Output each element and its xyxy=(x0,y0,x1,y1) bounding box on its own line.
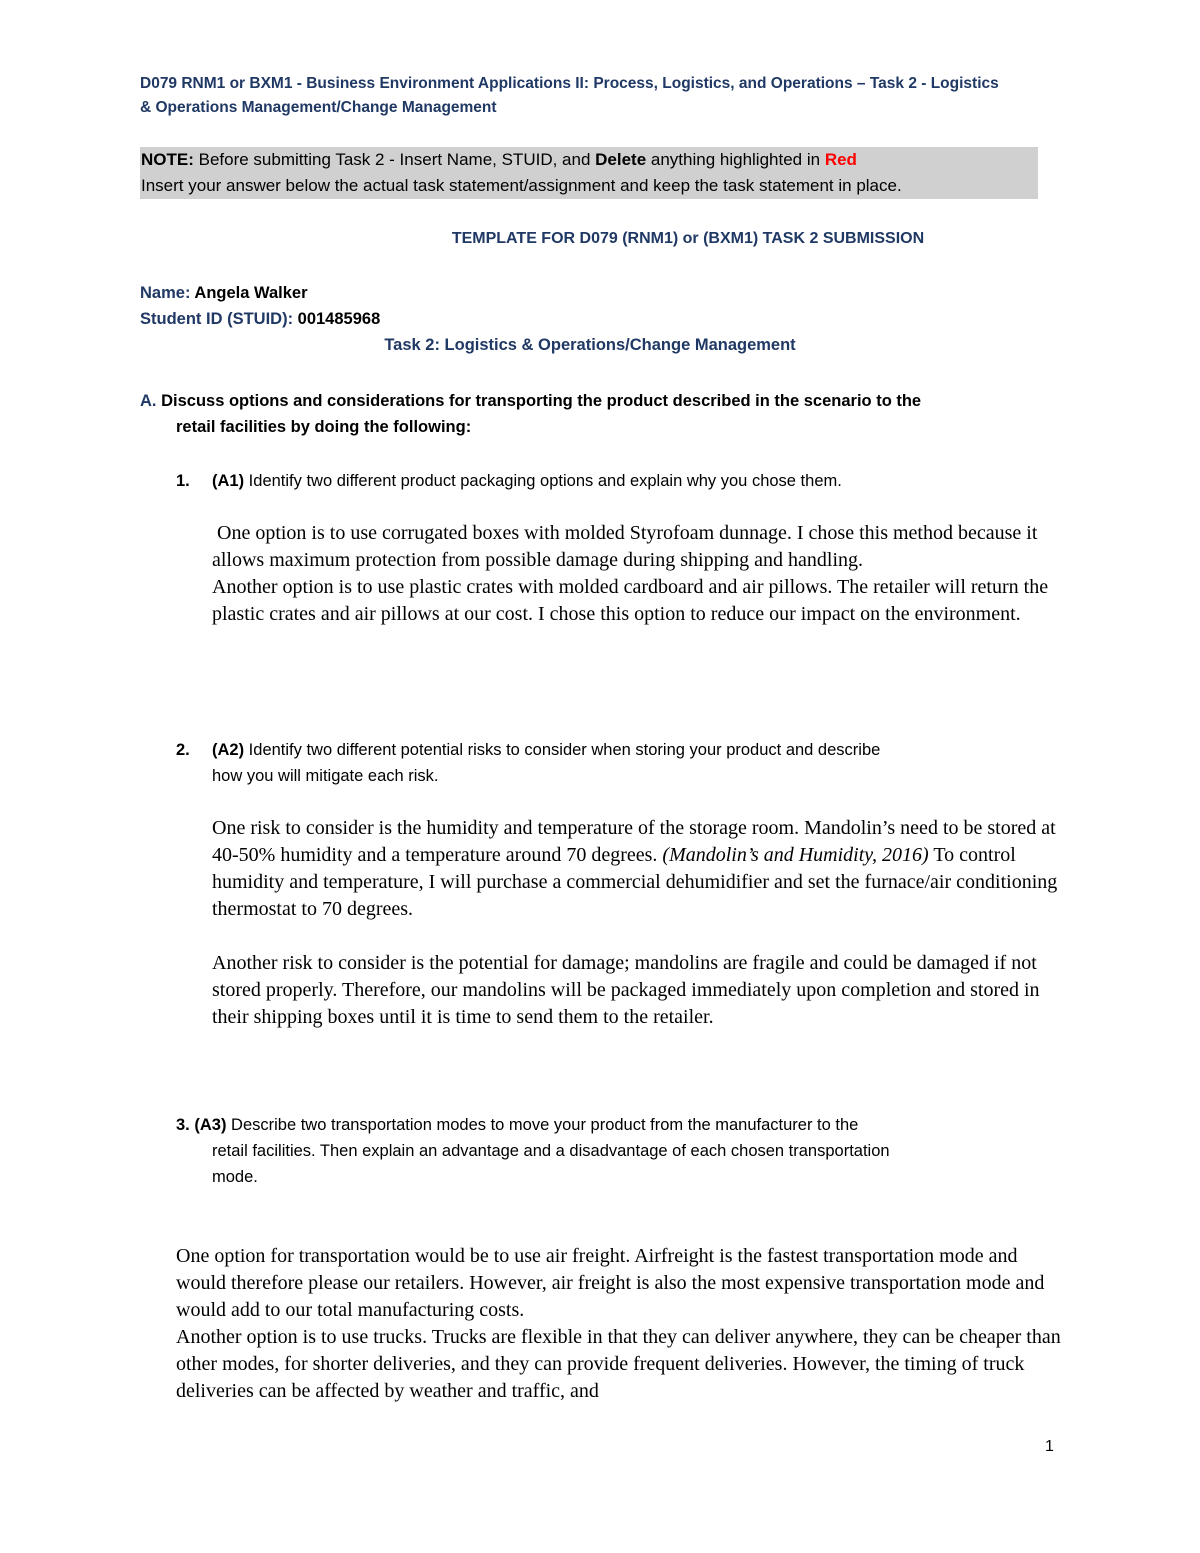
section-a-line1 xyxy=(140,388,921,414)
q3-prompt-line2: retail facilities. Then explain an advantage and a disadvantage of each chosen transportation xyxy=(212,1142,890,1160)
q3-code: (A3) xyxy=(194,1116,227,1134)
q1-answer-paragraph: Another option is to use plastic crates with molded cardboard and air pillows. The retailer will return the plastic crates and air pillows at our cost. I chose this option to reduce our impact on the environment. xyxy=(212,576,1049,625)
q2-answer-2 xyxy=(212,950,1062,1031)
section-a-prompt-1: Discuss options and considerations for transporting the product described in the scenario to the xyxy=(161,392,922,410)
q3-answer-paragraph: One option for transportation would be to use air freight. Airfreight is the fastest transportation mode and would therefore please our retailers. However, air freight is also the most expensive transportation mode and would add to our total manufacturing costs. xyxy=(176,1245,1045,1321)
note-text-part1: Before submitting Task 2 - Insert Name, STUID, and xyxy=(193,150,596,169)
note-line2: Insert your answer below the actual task statement/assignment and keep the task statement in place. xyxy=(141,176,902,195)
page-number: 1 xyxy=(1045,1438,1054,1455)
q3-text-1: Describe two transportation modes to move your product from the manufacturer to the xyxy=(226,1116,859,1134)
q1-answer-paragraph: One option is to use corrugated boxes with molded Styrofoam dunnage. I chose this method because it allows maximum protection from possible damage during shipping and handling. xyxy=(212,522,1043,571)
q1-number: 1. xyxy=(176,472,190,490)
q2-text-1: Identify two different potential risks to consider when storing your product and describe xyxy=(244,741,881,759)
q1-prompt xyxy=(212,468,842,495)
q1-answer xyxy=(212,520,1062,628)
q3-answer xyxy=(176,1243,1066,1405)
student-id-value: 001485968 xyxy=(297,310,381,328)
section-a-prompt-2: retail facilities by doing the following: xyxy=(176,418,472,436)
q2-answer-citation: (Mandolin’s and Humidity, 2016) xyxy=(662,844,929,866)
q1-text: Identify two different product packaging options and explain why you chose them. xyxy=(244,472,842,490)
note-delete-word: Delete xyxy=(595,150,647,169)
task-heading: Task 2: Logistics & Operations/Change Management xyxy=(384,336,796,354)
name-label: Name: xyxy=(140,284,191,302)
q3-answer-paragraph: Another option is to use trucks. Trucks are flexible in that they can deliver anywhere, they can be cheaper than other modes, for shorter deliveries, and they can provide frequent deliveries. However, the timing of truck deliveries can be affected by weather and traffic, and xyxy=(176,1326,1061,1402)
note-red-word: Red xyxy=(824,150,857,169)
q2-number: 2. xyxy=(176,741,190,759)
q1-code: (A1) xyxy=(212,472,245,490)
student-id-line xyxy=(140,306,380,332)
q2-prompt-line1 xyxy=(212,737,880,764)
name-value: Angela Walker xyxy=(194,284,308,302)
note-line1 xyxy=(141,147,857,173)
course-title: - Business Environment Applications II: Process, Logistics, and Operations – Task 2 - Logistics xyxy=(292,75,999,92)
q3-prompt-line3: mode. xyxy=(212,1168,258,1186)
q2-answer-1-text-end: To control humidity and temperature, I will purchase a commercial dehumidifier and set the furnace/air conditioning thermostat to 70 degrees. xyxy=(212,844,1058,920)
course-code: D079 RNM1 or BXM1 xyxy=(140,75,293,92)
q2-answer-1-text: One risk to consider is the humidity and temperature of the storage room. Mandolin’s need to be stored at 40-50% humidity and a temperature around 70 degrees. xyxy=(212,817,1056,866)
document-title-line1 xyxy=(140,72,999,96)
q3-number: 3. xyxy=(176,1116,190,1134)
q3-prompt-line1 xyxy=(176,1112,858,1139)
student-id-label: Student ID (STUID): xyxy=(140,310,294,328)
q2-prompt-line2: how you will mitigate each risk. xyxy=(212,767,439,785)
template-title: TEMPLATE FOR D079 (RNM1) or (BXM1) TASK 2 SUBMISSION xyxy=(451,230,925,247)
q2-answer-2-text: Another risk to consider is the potential for damage; mandolins are fragile and could be damaged if not stored properly. Therefore, our mandolins will be packaged immediately upon completion and stored in their shipping boxes until it is time to send them to the retailer. xyxy=(212,952,1040,1028)
name-line xyxy=(140,280,308,306)
note-text-part2: anything highlighted in xyxy=(646,150,825,169)
q2-answer-1 xyxy=(212,815,1062,923)
document-title-line2: & Operations Management/Change Management xyxy=(140,99,497,116)
q2-code: (A2) xyxy=(212,741,245,759)
section-a-letter: A. xyxy=(140,392,157,410)
note-label: NOTE: xyxy=(141,150,194,169)
